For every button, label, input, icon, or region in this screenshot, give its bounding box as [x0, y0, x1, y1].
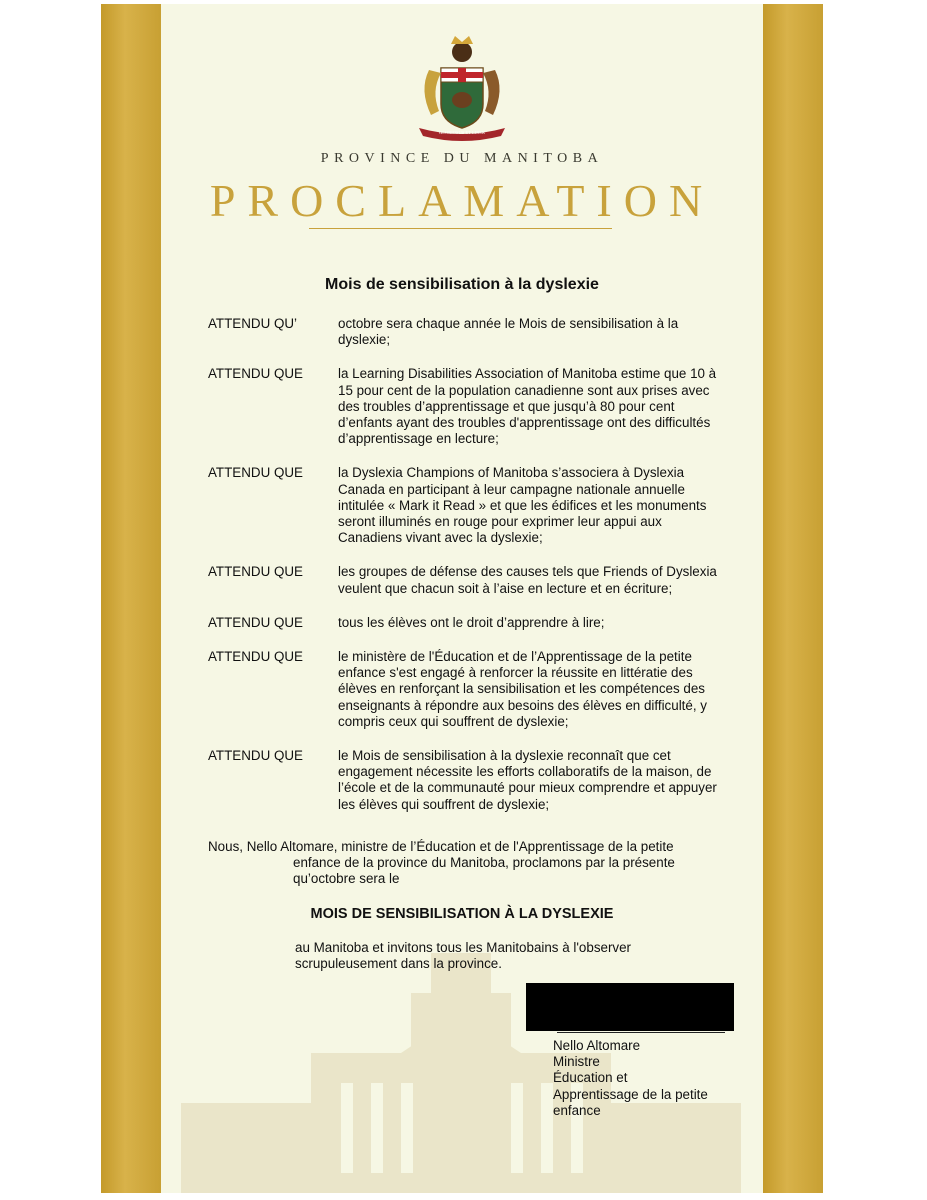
signer-dept-line: enfance — [553, 1102, 601, 1118]
clause-keyword: ATTENDU QUE — [208, 564, 303, 580]
proclamation-sheet — [101, 4, 823, 1193]
clause-text: la Learning Disabilities Association of Manitoba estime que 10 à 15 pour cent de la population canadienne sont aux prises avec des troubles d’apprentissage et que jusqu’à 80 pour cent d’enfants ayant des troubles d'apprentissage ont des difficultés d’apprentissage en lecture; — [338, 366, 717, 447]
whereas-clauses — [208, 316, 728, 831]
clause — [208, 366, 728, 447]
clause — [208, 465, 728, 546]
signature-line — [557, 1032, 725, 1033]
signer-dept-line: Apprentissage de la petite — [553, 1086, 708, 1102]
sheet-inner — [161, 4, 763, 1193]
gold-border-right — [763, 4, 823, 1193]
month-title: MOIS DE SENSIBILISATION À LA DYSLEXIE — [310, 906, 614, 922]
clause-text: le ministère de l'Éducation et de l’Apprentissage de la petite enfance s'est engagé à renforcer la réussite en littératie des élèves en renforçant la sensibilisation et les compétences des enseignants à répondre aux besoins des élèves en difficulté, y compris ceux qui souffrent de dyslexie; — [338, 649, 707, 729]
heading-divider — [309, 228, 612, 229]
clause-keyword: ATTENDU QUE — [208, 366, 303, 382]
manitoba-coat-of-arms-icon — [411, 30, 513, 142]
clause — [208, 649, 728, 730]
clause-keyword: ATTENDU QUE — [208, 614, 303, 630]
statement-continuation: enfance de la province du Manitoba, proclamons par la présente qu’octobre sera le — [293, 855, 675, 887]
signer-name: Nello Altomare — [553, 1038, 641, 1053]
redacted-signature — [526, 983, 734, 1031]
clause-text: le Mois de sensibilisation à la dyslexie reconnaît que cet engagement nécessite les efforts collaboratifs de la maison, de l’école et de la communauté pour mieux comprendre et appuyer les élèves qui souffrent de dyslexie; — [338, 748, 717, 812]
province-heading: PROVINCE DU MANITOBA — [320, 151, 604, 166]
clause-text: octobre sera chaque année le Mois de sensibilisation à la dyslexie; — [338, 316, 679, 348]
clause — [208, 316, 728, 348]
gold-border-left — [101, 4, 161, 1193]
clause-text: la Dyslexia Champions of Manitoba s’associera à Dyslexia Canada en participant à leur campagne nationale annuelle intitulée « Mark it Read » et que les édifices et les monuments seront illuminés en rouge pour exprimer leur appui aux Canadiens vivant avec la dyslexie; — [338, 465, 707, 546]
invitation-text: au Manitoba et invitons tous les Manitobains à l'observer scrupuleusement dans la province. — [295, 940, 632, 972]
clause-keyword: ATTENDU QUE — [208, 748, 303, 764]
statement-first-line: Nous, Nello Altomare, ministre de l’Éducation et de l'Apprentissage de la petite — [208, 839, 674, 854]
clause — [208, 564, 728, 596]
clause-keyword: ATTENDU QU’ — [208, 316, 298, 331]
clause-keyword: ATTENDU QUE — [208, 649, 303, 665]
clause-keyword: ATTENDU QUE — [208, 465, 303, 481]
clause-text: les groupes de défense des causes tels que Friends of Dyslexia veulent que chacun soit à l’aise en lecture et en écriture; — [338, 564, 717, 596]
proclamation-statement — [208, 839, 728, 888]
clause — [208, 615, 728, 631]
signer-block — [553, 1038, 753, 1119]
proclamation-heading: PROCLAMATION — [209, 175, 715, 226]
clause — [208, 748, 728, 813]
clause-text: tous les élèves ont le droit d’apprendre à lire; — [338, 614, 605, 630]
signer-dept-line: Éducation et — [553, 1070, 628, 1086]
signer-role: Ministre — [553, 1054, 600, 1070]
document-title: Mois de sensibilisation à la dyslexie — [325, 276, 599, 293]
crest-motto: GLORIOSUS ET LIBER — [439, 130, 485, 135]
